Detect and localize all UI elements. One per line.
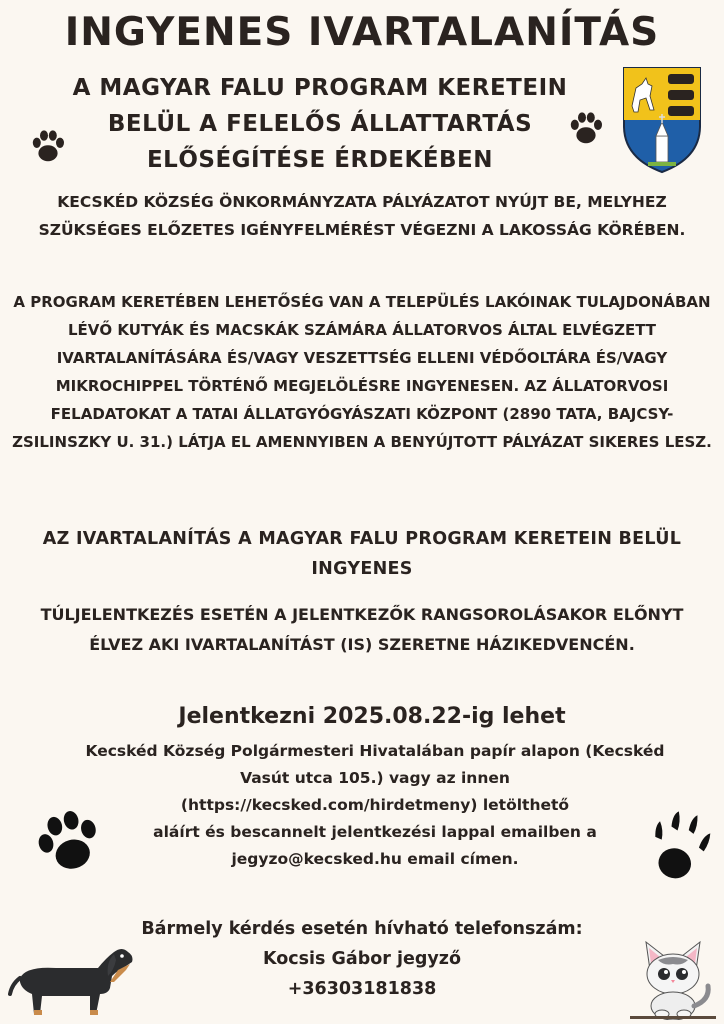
free-neutering-headline: AZ IVARTALANÍTÁS A MAGYAR FALU PROGRAM KERETEIN BELÜL INGYENES [42, 529, 682, 579]
application-info [30, 738, 720, 873]
paw-print-icon [644, 808, 712, 888]
program-description: A PROGRAM KERETÉBEN LEHETŐSÉG VAN A TELEPÜLÉS LAKÓINAK TULAJDONÁBAN LÉVŐ KUTYÁK ÉS MACSKÁK SZÁMÁRA ÁLLATORVOS ÁLTAL ELVÉGZETT IVARTALANÍTÁSÁRA ÉS/VAGY VESZETTSÉG ELLENI VÉDŐOLTÁRA ÉS/VAGY MIKROCHIPPEL TÖRTÉNŐ MEGJELÖLÉSRE INGYENESEN. AZ ÁLLATORVOSI FELADATOKAT A TATAI ÁLLATGYÓGYÁSZATI KÖZPONT (2890 TATA, BAJCSY-ZSILINSZKY U. 31.) LÁTJA EL AMENNYIBEN A BENYÚJTOTT PÁLYÁZAT SIKERES LESZ. [12, 293, 712, 451]
info-line-3[interactable]: (https://kecsked.com/hirdetmeny) letölthető [180, 796, 570, 814]
contact-name: Kocsis Gábor jegyző [262, 949, 462, 969]
subtitle-line-2: BELÜL A FELELŐS ÁLLATTARTÁS [107, 111, 533, 137]
deadline-text: Jelentkezni 2025.08.22-ig lehet [178, 704, 566, 729]
info-line-4: aláírt és bescannelt jelentkezési lappal emailben a [153, 823, 597, 841]
contact-phone[interactable]: +36303181838 [287, 979, 437, 999]
paw-print-icon [566, 108, 606, 148]
paw-print-icon [32, 806, 104, 878]
coat-of-arms-icon [622, 66, 702, 174]
subtitle-line-1: A MAGYAR FALU PROGRAM KERETEIN [72, 75, 568, 101]
intro-paragraph: KECSKÉD KÖZSÉG ÖNKORMÁNYZATA PÁLYÁZATOT NYÚJT BE, MELYHEZ SZÜKSÉGES ELŐZETES IGÉNYFELMÉRÉST VÉGEZNI A LAKOSSÁG KÖRÉBEN. [38, 193, 686, 239]
priority-paragraph: TÚLJELENTKEZÉS ESETÉN A JELENTKEZŐK RANGSOROLÁSAKOR ELŐNYT ÉLVEZ AKI IVARTALANÍTÁST (IS) SZERETNE HÁZIKEDVENCÉN. [40, 605, 684, 654]
kitten-icon [628, 930, 718, 1020]
info-line-2: Vasút utca 105.) vagy az innen [240, 769, 510, 787]
paw-print-icon [28, 126, 68, 166]
subtitle [30, 70, 610, 178]
page-title: INGYENES IVARTALANÍTÁS [64, 10, 660, 55]
info-line-5[interactable]: jegyzo@kecsked.hu email címen. [231, 850, 519, 868]
info-line-1: Kecskéd Község Polgármesteri Hivatalában papír alapon (Kecskéd [85, 742, 665, 760]
contact-label: Bármely kérdés esetén hívható telefonszám: [141, 919, 583, 939]
subtitle-line-3: ELŐSÉGÍTÉSE ÉRDEKÉBEN [146, 147, 494, 173]
dachshund-icon [6, 940, 136, 1020]
